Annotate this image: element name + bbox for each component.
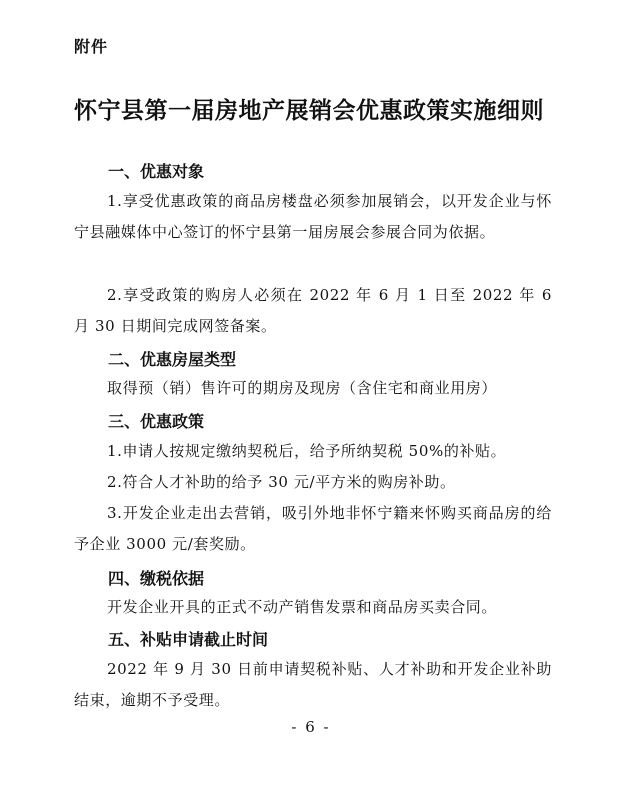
paragraph-recipients-1: 1.享受优惠政策的商品房楼盘必须参加展销会，以开发企业与怀宁县融媒体中心签订的怀宁县第一届房展会参展合同为依据。 <box>74 192 552 241</box>
paragraph-housing-type: 取得预（销）售许可的期房及现房（含住宅和商业用房） <box>107 379 498 397</box>
section-heading-housing-type: 二、优惠房屋类型 <box>108 350 237 369</box>
section-heading-recipients: 一、优惠对象 <box>108 162 205 181</box>
paragraph-deadline: 2022 年 9 月 30 日前申请契税补贴、人才补助和开发企业补助结束，逾期不予受理。 <box>74 660 552 709</box>
document-title: 怀宁县第一届房地产展销会优惠政策实施细则 <box>74 98 544 124</box>
paragraph-policy-1: 1.申请人按规定缴纳契税后，给予所纳契税 50%的补贴。 <box>107 442 507 460</box>
section-heading-tax-basis: 四、缴税依据 <box>108 569 205 588</box>
attachment-label: 附件 <box>74 37 109 56</box>
section-heading-policy: 三、优惠政策 <box>108 412 205 431</box>
paragraph-policy-3: 3.开发企业走出去营销，吸引外地非怀宁籍来怀购买商品房的给予企业 3000 元/套奖励。 <box>74 504 552 553</box>
paragraph-recipients-2: 2.享受政策的购房人必须在 2022 年 6 月 1 日至 2022 年 6 月 30 日期间完成网签备案。 <box>74 286 552 335</box>
paragraph-tax-basis: 开发企业开具的正式不动产销售发票和商品房买卖合同。 <box>107 598 498 616</box>
paragraph-policy-2: 2.符合人才补助的给予 30 元/平方米的购房补助。 <box>107 473 456 491</box>
section-heading-deadline: 五、补贴申请截止时间 <box>108 630 269 649</box>
page-number: - 6 - <box>291 718 331 736</box>
